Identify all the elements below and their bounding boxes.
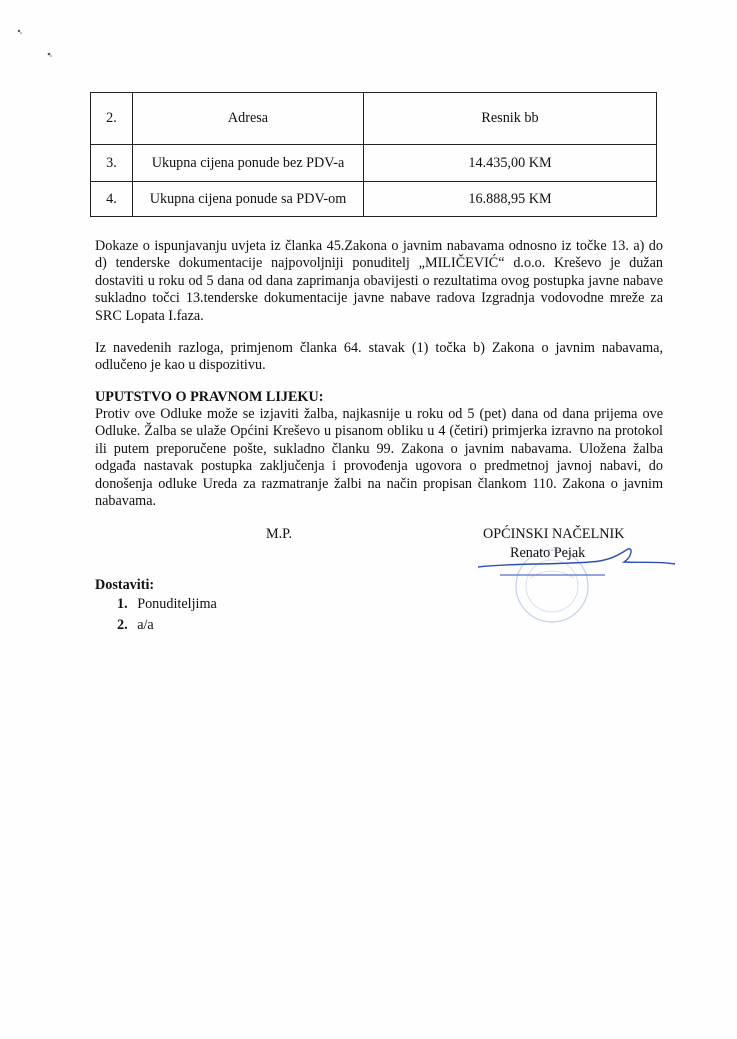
table-row xyxy=(91,145,657,182)
row-label: Adresa xyxy=(133,93,364,145)
row-value: 16.888,95 KM xyxy=(364,182,657,217)
scan-speck xyxy=(20,32,22,34)
table-row xyxy=(91,182,657,217)
list-item-number: 1. xyxy=(117,596,128,612)
row-number: 3. xyxy=(91,145,133,182)
decision-paragraph: Iz navedenih razloga, primjenom članka 64. stavak (1) točka b) Zakona o javnim nabavama, odlučeno je kao u dispozitivu. xyxy=(95,340,663,374)
list-item-text: a/a xyxy=(137,617,154,633)
scan-speck xyxy=(48,53,51,56)
legal-remedy-paragraph: Protiv ove Odluke može se izjaviti žalba, najkasnije u roku od 5 (pet) dana od dana prijema ove Odluke. Žalba se ulaže Općini Kreševo u pisanom obliku u 4 (četiri) primjerka izravno na protokol ili putem preporučene pošte, sukladno članku 99. Zakona o javnim nabavama. Uložena žalba odgađa nastavak postupka zaključenja i provođenja ugovora o predmetnoj javnoj nabavi, do donošenja odluke Ureda za razmatranje žalbi na način propisan člankom 110. Zakona o javnim nabavama. xyxy=(95,406,663,510)
handwritten-signature xyxy=(470,540,680,585)
list-item-text: Ponuditeljima xyxy=(137,596,217,612)
row-number: 2. xyxy=(91,93,133,145)
row-label: Ukupna cijena ponude sa PDV-om xyxy=(133,182,364,217)
evidence-paragraph: Dokaze o ispunjavanju uvjeta iz članka 45.Zakona o javnim nabavama odnosno iz točke 13. a) do d) tenderske dokumentacije najpovoljniji ponuditelj „MILIČEVIĆ“ d.o.o. Kreševo je dužan dostaviti u roku od 5 dana od dana zaprimanja obavijesti o rezultatima ovog postupka javne nabave sukladno točci 13.tenderske dokumentacije javne nabave radova Izgradnja vodovodne mreže za SRC Lopata I.faza. xyxy=(95,238,663,324)
mayor-title: OPĆINSKI NAČELNIK xyxy=(483,526,625,542)
legal-remedy-heading: UPUTSTVO O PRAVNOM LIJEKU: xyxy=(95,389,324,405)
offer-details-table xyxy=(90,92,657,217)
list-item xyxy=(117,594,217,615)
delivery-list xyxy=(117,594,217,636)
row-number: 4. xyxy=(91,182,133,217)
list-item xyxy=(117,615,217,636)
scan-speck xyxy=(18,30,20,32)
scan-specks xyxy=(0,0,60,60)
scan-speck xyxy=(50,55,52,57)
row-label: Ukupna cijena ponude bez PDV-a xyxy=(133,145,364,182)
row-value: 14.435,00 KM xyxy=(364,145,657,182)
row-value: Resnik bb xyxy=(364,93,657,145)
delivery-heading: Dostaviti: xyxy=(95,577,155,593)
mayor-name: Renato Pejak xyxy=(510,545,586,561)
table-row xyxy=(91,93,657,145)
list-item-number: 2. xyxy=(117,617,128,633)
seal-place-label: M.P. xyxy=(266,526,293,542)
